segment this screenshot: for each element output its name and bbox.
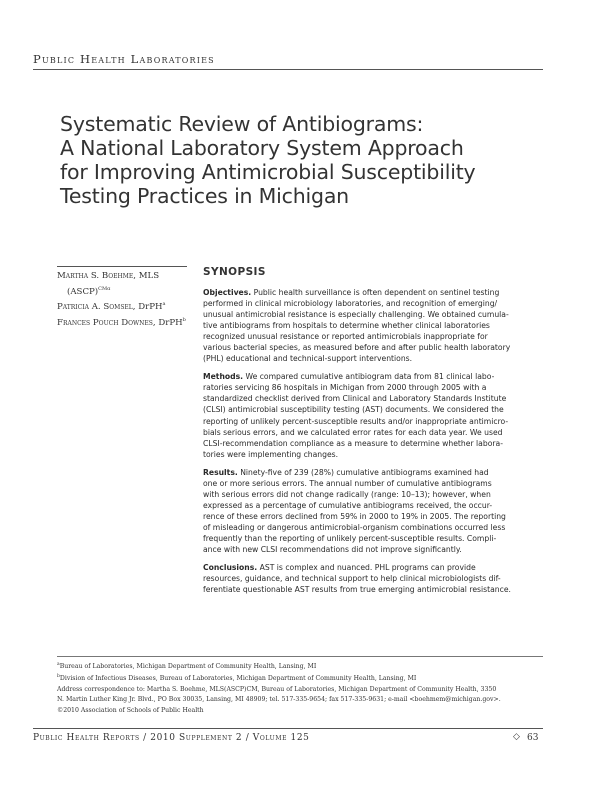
text-line: ratories servicing 86 hospitals in Michigan from 2000 through 2005 with a [203,383,487,393]
footnote-b [57,672,557,684]
page-number: 63 [527,733,539,743]
author-3-credential: , DrPH [152,317,183,328]
footer-rule [33,728,543,729]
text-line: tories were implementing changes. [203,449,339,459]
text-line: recognized unusual resistance or reported antimicrobials inappropriate for [203,332,488,342]
title-line: Testing Practices in Michigan [60,184,349,208]
author-1-affiliation: CMɑ [98,285,111,292]
text-line: performed in clinical microbiology laboratories, and recognition of emerging/ [203,299,498,309]
objectives-lead: Objectives. [203,288,252,297]
text-line: with serious errors did not change radically (range: 10–13); however, when [203,489,491,499]
text-line: CLSI-recommendation compliance as a measure to determine whether labora- [203,438,503,448]
section-header-label: Public Health Laboratories [33,52,215,66]
diamond-icon: ◇ [513,732,520,742]
author-2-credential: , DrPH [132,301,163,312]
synopsis-heading: SYNOPSIS [203,266,266,278]
author-1-credential-2: (ASCP) [67,286,99,297]
text-line: (CLSI) antimicrobial susceptibility testing (AST) documents. We considered the [203,405,504,415]
footnotes [57,660,557,716]
author-1-credential: , MLS [133,271,160,281]
author-2-name: Patricia A. Somsel [57,301,133,312]
section-header [33,52,543,66]
text-line: Public health surveillance is often dependent on sentinel testing [251,288,500,297]
text-line: unusual antimicrobial resistance is especially challenging. We obtained cumula- [203,310,509,320]
text-line: bials serious errors, and we calculated error rates for each data year. We used [203,427,503,437]
copyright: ©2010 Association of Schools of Public Health [57,706,204,714]
text-line: reporting of unlikely percent-susceptible results and/or inappropriate antimicro- [203,416,509,426]
methods-paragraph [203,371,545,459]
title-line: for Improving Antimicrobial Susceptibility [60,160,476,184]
text-line: standardized checklist derived from Clinical and Laboratory Standards Institute [203,394,507,404]
author-1-credential-cont [57,283,197,298]
text-line: one or more serious errors. The annual number of cumulative antibiograms [203,478,492,488]
text-line: We compared cumulative antibiogram data from 81 clinical labo- [243,372,495,382]
footnote-rule [57,656,543,657]
synopsis-body [203,287,545,602]
footnote-b-text: Division of Infectious Diseases, Bureau of Laboratories, Michigan Department of Community Health, Lansing, MI [59,675,417,683]
methods-lead: Methods. [203,372,244,382]
author-3-name: Frances Pouch Downes [57,317,153,328]
results-lead: Results. [203,467,238,477]
text-line: rence of these errors declined from 59% in 2000 to 19% in 2005. The reporting [203,511,506,521]
text-line: ferentiate questionable AST results from true emerging antimicrobial resistance. [203,585,511,595]
header-rule [33,69,543,70]
text-line: various bacterial species, as measured before and after public health laboratory [203,343,511,353]
footnote-b-marker: b [57,674,60,680]
footnote-a-marker: a [57,662,60,667]
author-1 [57,270,197,283]
author-list [57,270,197,329]
footnote-a-text: Bureau of Laboratories, Michigan Department of Community Health, Lansing, MI [59,663,317,671]
author-1-name: Martha S. Boehme [57,271,134,281]
text-line: of misleading or dangerous antimicrobial-organism combinations occurred less [203,522,506,532]
text-line: AST is complex and nuanced. PHL programs can provide [257,563,476,573]
footnote-a [57,660,557,672]
address-line-1: Address correspondence to: Martha S. Boehme, MLS(ASCP)CM, Bureau of Laboratories, Michigan Department of Community Health, 3350 [57,685,497,693]
journal-citation: Public Health Reports / 2010 Supplement 2 / Volume 125 [33,733,310,743]
text-line: (PHL) educational and technical-support interventions. [203,354,413,364]
text-line: expressed as a percentage of cumulative antibiograms received, the occur- [203,500,493,510]
authors-rule [57,266,187,267]
conclusions-lead: Conclusions. [203,563,258,573]
author-2-affiliation: a [162,301,166,308]
text-line: tive antibiograms from hospitals to determine whether clinical laboratories [203,321,490,331]
conclusions-paragraph [203,562,545,595]
objectives-paragraph [203,287,545,364]
title-line: A National Laboratory System Approach [60,136,464,160]
author-3 [57,314,197,329]
author-2 [57,298,197,313]
article-title [60,112,560,208]
text-line: frequently than the reporting of unlikely percent-susceptible results. Compli- [203,533,497,543]
author-3-affiliation: b [182,316,186,323]
address-line-2: N. Martin Luther King Jr. Blvd., PO Box 30035, Lansing, MI 48909; tel. 517-335-9654; fax 517-335-9631; e-mail <boehmem@michigan.gov>. [57,696,501,704]
text-line: ance with new CLSI recommendations did not improve significantly. [203,545,462,555]
text-line: Ninety-five of 239 (28%) cumulative antibiograms examined had [237,467,489,477]
title-line: Systematic Review of Antibiograms: [60,112,424,136]
results-paragraph [203,467,545,555]
text-line: resources, guidance, and technical support to help clinical microbiologists dif- [203,574,501,584]
